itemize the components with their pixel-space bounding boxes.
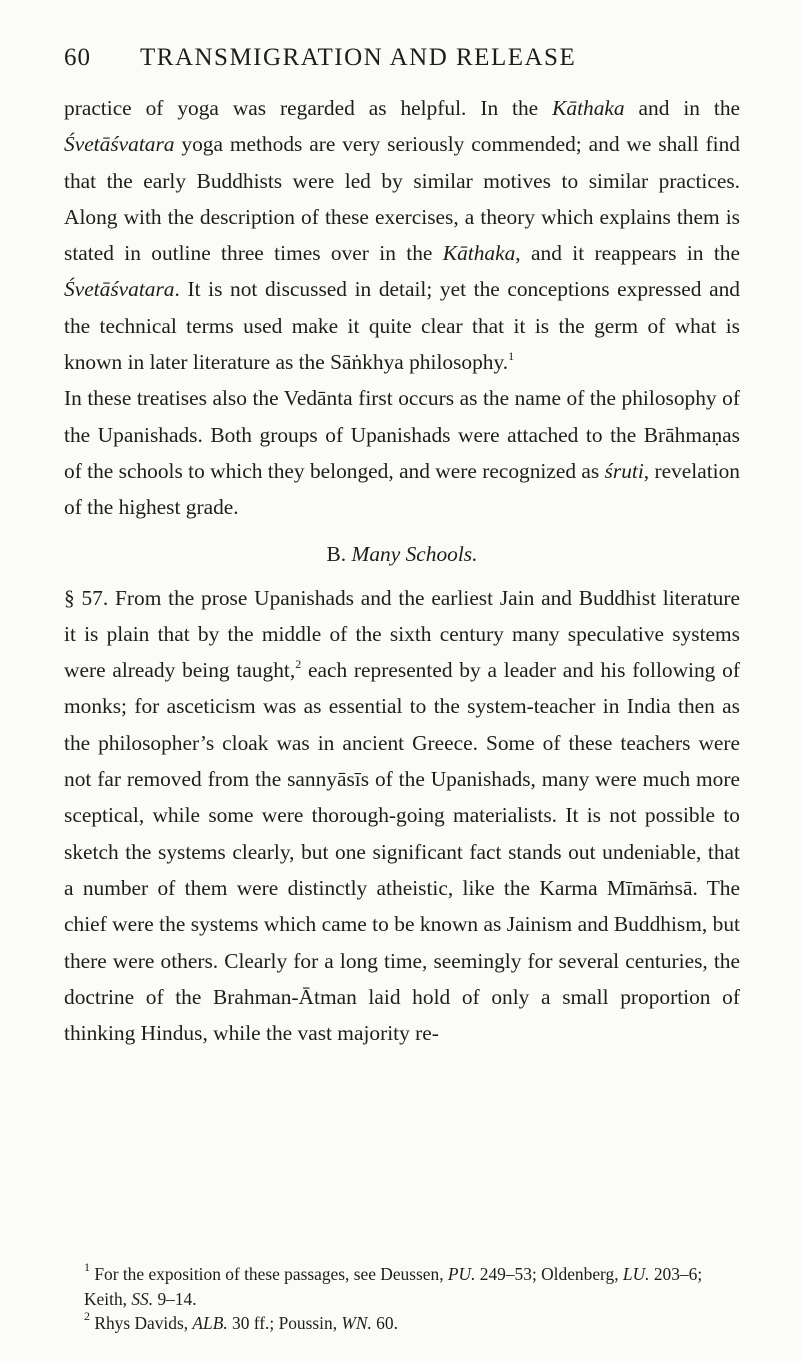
abbrev: SS. <box>131 1288 154 1309</box>
footnote-ref-2[interactable]: 2 <box>295 657 302 672</box>
italic-title: Śvetāśvatara <box>64 277 175 302</box>
text-run: practice of yoga was regarded as helpful. In the <box>64 96 553 120</box>
text-run: yoga methods are very seriously commended; and we shall find that the early Buddhists were led by similar motives to similar practices. Along with the description of these exercises, a theory which explains them is stated in outline three times over in the <box>64 132 740 266</box>
text-run: 30 ff.; Poussin, <box>227 1313 342 1333</box>
abbrev: LU. <box>622 1264 650 1284</box>
text-run: 203–6; Keith, <box>84 1264 703 1309</box>
text-run: Rhys Davids, <box>90 1313 193 1333</box>
text-run: 9–14. <box>153 1288 197 1309</box>
footnote-ref-1[interactable]: 1 <box>508 349 515 364</box>
abbrev: WN. <box>341 1313 372 1333</box>
text-run: , and it reappears in the <box>515 241 740 266</box>
text-run: 60. <box>371 1313 398 1333</box>
text-run: . It is not discussed in detail; yet the conceptions expressed and the technical terms used make it quite clear that it is the germ of what is known in later literature as the Sāṅkhya philosophy. <box>64 277 740 375</box>
paragraph-1 <box>64 90 740 380</box>
italic-title: Kāthaka <box>442 241 516 266</box>
italic-title: Kāthaka <box>552 96 625 120</box>
text-run: and in the <box>624 96 741 120</box>
footnote-mark: 2 <box>84 1309 90 1323</box>
text-run: § 57. From the prose Upanishads and the earliest Jain and Buddhist literature it is plain that by the middle of the sixth century many speculative systems were already being taught, <box>64 585 740 683</box>
paragraph-2 <box>64 380 740 525</box>
abbrev: ALB. <box>192 1313 228 1333</box>
paragraph-3 <box>64 580 740 1052</box>
italic-term: śruti <box>604 458 644 483</box>
section-heading <box>64 536 740 572</box>
italic-title: Śvetāśvatara <box>64 132 175 157</box>
section-letter: B. <box>326 541 347 566</box>
footnotes <box>64 1262 740 1336</box>
section-title: Many Schools. <box>351 541 478 566</box>
text-run: 249–53; Oldenberg, <box>475 1264 623 1284</box>
text-run: In these treatises also the Vedānta first occurs as the name of the philosophy of the Upanishads. Both groups of Upanishads were attached to the Brāhmaṇas of the schools to which they belonged, and were recognized as <box>64 386 740 483</box>
footnote-2 <box>64 1311 740 1336</box>
running-head: TRANSMIGRATION AND RELEASE <box>140 44 577 71</box>
body-text <box>64 90 740 1051</box>
text-run: each represented by a leader and his following of monks; for asceticism was as essential to the system-teacher in India then as the philosopher’s cloak was in ancient Greece. Some of these teachers were not far removed from the sannyāsīs of the Upanishads, many were much more sceptical, while some were thorough-going materialists. It is not possible to sketch the systems clearly, but one significant fact stands out undeniable, that a number of them were distinctly atheistic, like the Karma Mīmāṁsā. The chief were the systems which came to be known as Jainism and Buddhism, but there were others. Clearly for a long time, seemingly for several centuries, the doctrine of the Brahman-Ātman laid hold of only a small proportion of thinking Hindus, while the vast majority re- <box>64 658 740 1046</box>
footnote-mark: 1 <box>84 1260 90 1274</box>
text-run: , revelation of the highest grade. <box>64 458 740 520</box>
footnote-1 <box>64 1262 740 1311</box>
abbrev: PU. <box>447 1264 476 1284</box>
text-run: For the exposition of these passages, see Deussen, <box>90 1264 448 1284</box>
page-number: 60 <box>64 44 91 71</box>
